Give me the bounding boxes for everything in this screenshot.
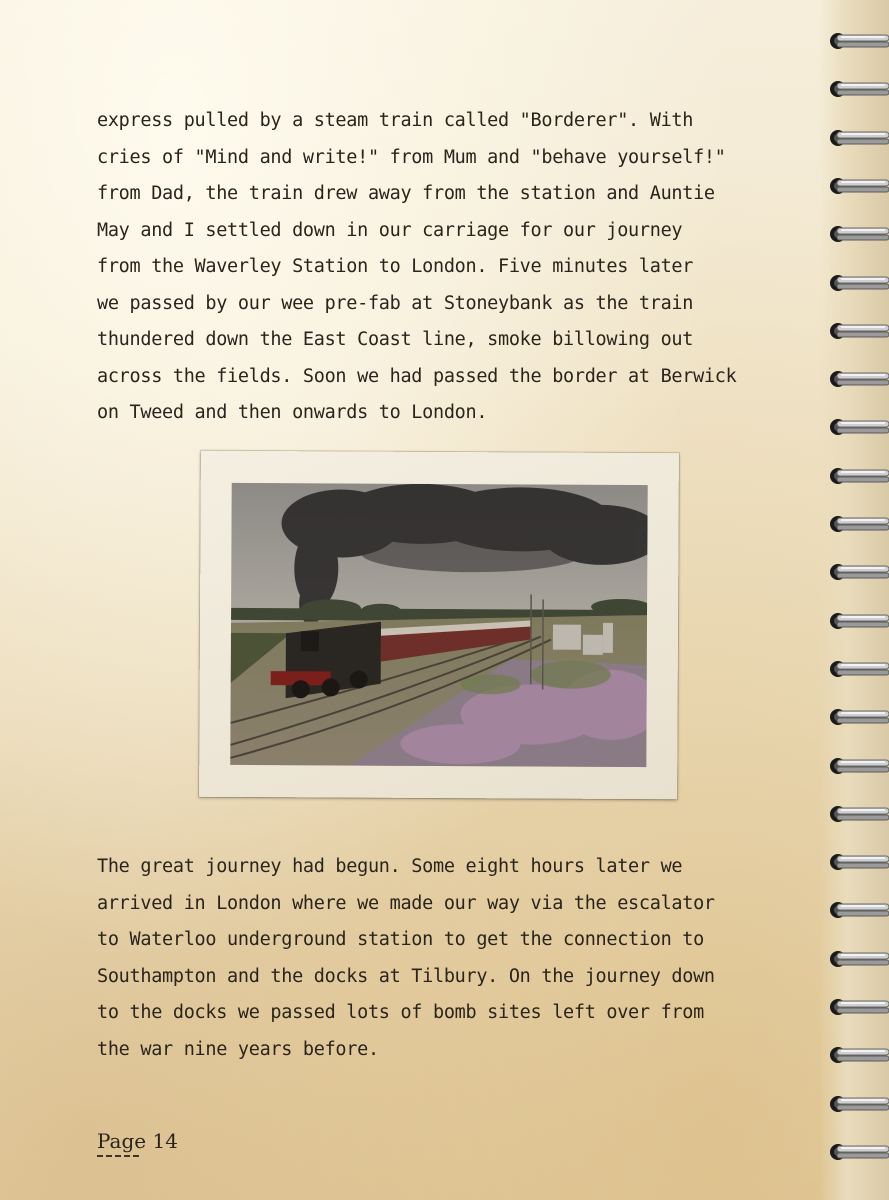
spiral-ring-icon [827, 1044, 889, 1066]
spiral-ring-icon [827, 948, 889, 970]
spiral-ring-icon [827, 127, 889, 149]
text-line: The great journey had begun. Some eight hours later we [97, 856, 683, 877]
text-line: on Tweed and then onwards to London. [97, 402, 488, 423]
text-line: arrived in London where we made our way via the escalator [97, 892, 715, 914]
text-line: the war nine years before. [97, 1038, 379, 1060]
text-line: cries of "Mind and write!" from Mum and "behave yourself!" [97, 146, 726, 168]
spiral-ring-icon [827, 899, 889, 921]
spiral-ring-icon [827, 416, 889, 438]
paragraph-2 [97, 849, 787, 1068]
paragraph-1 [97, 103, 787, 432]
page-number [97, 1129, 178, 1157]
text-line: we passed by our wee pre-fab at Stoneybank as the train [97, 292, 694, 314]
spiral-ring-icon [827, 1141, 889, 1163]
spiral-ring-icon [827, 755, 889, 777]
spiral-ring-icon [827, 658, 889, 680]
text-line: Southampton and the docks at Tilbury. On the journey down [97, 965, 715, 987]
spiral-ring-icon [827, 368, 889, 390]
text-line: express pulled by a steam train called "Borderer". With [97, 110, 694, 131]
text-line: to the docks we passed lots of bomb sites left over from [97, 1002, 704, 1023]
spiral-ring-icon [827, 851, 889, 873]
text-line: to Waterloo underground station to get the connection to [97, 929, 704, 950]
spiral-ring-icon [827, 223, 889, 245]
text-line: from the Waverley Station to London. Five minutes later [97, 256, 694, 277]
steam-train-photo [230, 483, 647, 767]
spiral-ring-icon [827, 513, 889, 535]
spiral-ring-icon [827, 272, 889, 294]
spiral-ring-icon [827, 320, 889, 342]
text-line: across the fields. Soon we had passed the border at Berwick [97, 365, 737, 387]
text-line: thundered down the East Coast line, smoke billowing out [97, 329, 694, 350]
text-line: from Dad, the train drew away from the station and Auntie [97, 183, 715, 204]
spiral-ring-icon [827, 465, 889, 487]
spiral-ring-icon [827, 996, 889, 1018]
spiral-ring-icon [827, 175, 889, 197]
spiral-ring-icon [827, 30, 889, 52]
page-number-label: Page 14 [97, 1129, 178, 1153]
spiral-ring-icon [827, 706, 889, 728]
photo-card [199, 451, 679, 799]
page-number-rule [97, 1155, 139, 1157]
spiral-ring-icon [827, 803, 889, 825]
spiral-ring-icon [827, 561, 889, 583]
spiral-ring-icon [827, 610, 889, 632]
spiral-ring-icon [827, 1093, 889, 1115]
spiral-ring-icon [827, 78, 889, 100]
text-line: May and I settled down in our carriage for our journey [97, 219, 683, 241]
